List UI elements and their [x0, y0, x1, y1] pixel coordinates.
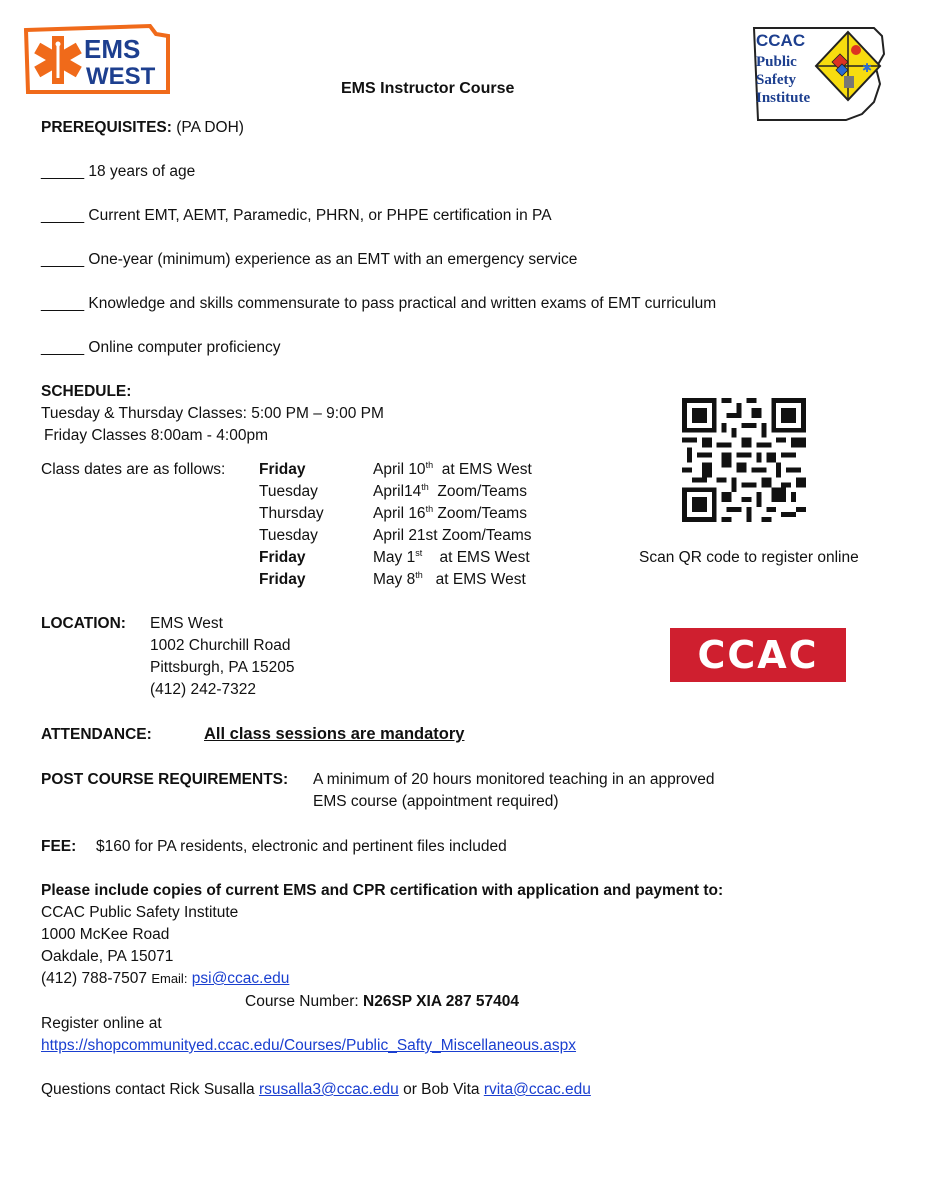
contacts-line — [41, 1081, 591, 1099]
prerequisites-heading — [41, 119, 244, 137]
class-date: April 16th Zoom/Teams — [373, 503, 527, 522]
schedule-line-1: Tuesday & Thursday Classes: 5:00 PM – 9:00 PM — [41, 405, 384, 422]
prereq-blank: _____ — [41, 295, 85, 312]
prereq-item — [41, 339, 281, 357]
prereq-item — [41, 207, 552, 225]
rvita-email-link[interactable]: rvita@ccac.edu — [483, 1081, 591, 1098]
class-dates-intro: Class dates are as follows: — [41, 461, 226, 478]
register-url-link[interactable]: https://shopcommunityed.ccac.edu/Courses/Public_Safty_Miscellaneous.aspx — [41, 1037, 577, 1054]
rsusalla-email-link[interactable]: rsusalla3@ccac.edu — [258, 1081, 399, 1098]
post-course-line-2: EMS course (appointment required) — [313, 793, 559, 810]
address-line: Oakdale, PA 15071 — [41, 948, 174, 965]
page-title: EMS Instructor Course — [341, 80, 515, 97]
course-number: N26SP XIA 287 57404 — [363, 993, 520, 1010]
ems-west-logo — [22, 20, 172, 96]
ems-logo-text-1: EMS — [84, 34, 141, 64]
class-day: Friday — [259, 549, 306, 566]
prereq-blank: _____ — [41, 251, 85, 268]
fee-value: $160 for PA residents, electronic and pertinent files included — [96, 838, 507, 855]
location-line: EMS West — [150, 615, 223, 632]
prereq-blank: _____ — [41, 207, 85, 224]
class-date: April 10th at EMS West — [373, 459, 532, 478]
class-date: May 1st at EMS West — [373, 547, 530, 566]
location-line: 1002 Churchill Road — [150, 637, 291, 654]
prereq-blank: _____ — [41, 339, 85, 356]
location-line: (412) 242-7322 — [150, 681, 256, 698]
schedule-label: SCHEDULE: — [41, 383, 132, 400]
class-day: Friday — [259, 461, 306, 478]
contacts-middle: or Bob Vita — [403, 1081, 480, 1098]
course-number-line — [245, 993, 519, 1011]
address-line: 1000 McKee Road — [41, 926, 170, 943]
psi-logo-text-1: CCAC — [756, 31, 806, 50]
schedule-line-2: Friday Classes 8:00am - 4:00pm — [44, 427, 268, 444]
class-date: April 21st Zoom/Teams — [373, 527, 532, 544]
contacts-prefix: Questions contact Rick Susalla — [41, 1081, 255, 1098]
psi-logo-text-3: Safety — [756, 72, 796, 88]
class-date: May 8th at EMS West — [373, 569, 526, 588]
email-label: Email: — [151, 971, 188, 986]
psi-logo-text-2: Public — [756, 54, 797, 70]
class-day: Tuesday — [259, 527, 318, 544]
prereq-item — [41, 295, 716, 313]
fee-label: FEE: — [41, 838, 77, 855]
class-day: Tuesday — [259, 483, 318, 500]
class-day: Friday — [259, 571, 306, 588]
class-date: April14th Zoom/Teams — [373, 481, 527, 500]
attendance-value: All class sessions are mandatory — [204, 725, 465, 743]
ccac-logo: CCAC — [670, 628, 846, 682]
prereq-blank: _____ — [41, 163, 85, 180]
post-course-label: POST COURSE REQUIREMENTS: — [41, 771, 289, 788]
prereq-text: 18 years of age — [88, 163, 196, 180]
location-label: LOCATION: — [41, 615, 126, 632]
class-day: Thursday — [259, 505, 324, 522]
prereq-item — [41, 163, 195, 181]
register-label: Register online at — [41, 1015, 162, 1032]
ccac-psi-logo — [750, 24, 890, 128]
prereq-text: Knowledge and skills commensurate to pass practical and written exams of EMT curriculum — [88, 295, 717, 312]
phone-email-line — [41, 970, 289, 988]
location-line: Pittsburgh, PA 15205 — [150, 659, 295, 676]
psi-email-link[interactable]: psi@ccac.edu — [191, 970, 290, 987]
psi-logo-text-4: Institute — [756, 90, 811, 106]
attendance-label: ATTENDANCE: — [41, 726, 152, 743]
qr-code[interactable] — [682, 398, 806, 522]
post-course-line-1: A minimum of 20 hours monitored teaching in an approved — [313, 771, 715, 788]
prereq-text: Current EMT, AEMT, Paramedic, PHRN, or PHPE certification in PA — [88, 207, 552, 224]
prerequisites-label: PREREQUISITES: — [41, 119, 172, 136]
svg-text:✱: ✱ — [862, 61, 873, 75]
application-heading: Please include copies of current EMS and CPR certification with application and payment to: — [41, 882, 724, 899]
phone: (412) 788-7507 — [41, 970, 147, 987]
prerequisites-suffix: (PA DOH) — [171, 119, 244, 136]
prereq-text: Online computer proficiency — [88, 339, 281, 356]
course-number-label: Course Number: — [245, 993, 359, 1010]
qr-caption: Scan QR code to register online — [639, 549, 859, 566]
address-line: CCAC Public Safety Institute — [41, 904, 239, 921]
ems-logo-text-2: WEST — [86, 63, 156, 90]
prereq-item — [41, 251, 577, 269]
prereq-text: One-year (minimum) experience as an EMT with an emergency service — [88, 251, 578, 268]
